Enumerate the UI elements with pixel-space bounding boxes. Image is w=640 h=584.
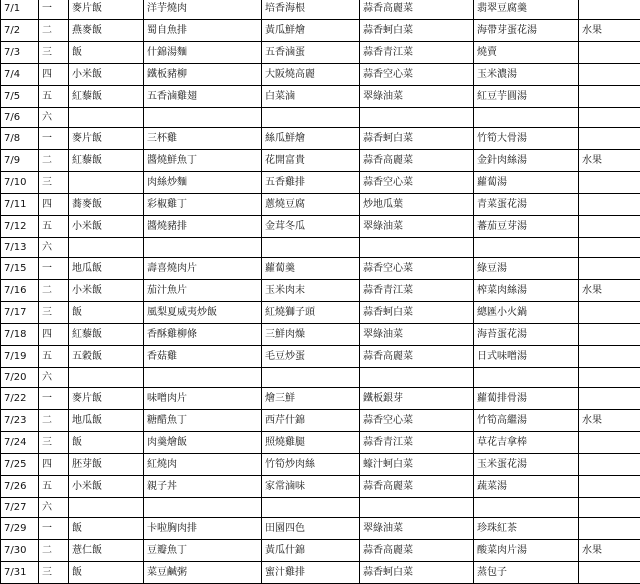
fruit-cell: [579, 302, 640, 324]
date-cell: 7/20: [1, 368, 39, 388]
menu-row: [1, 476, 640, 498]
weekday-cell: 一: [39, 128, 69, 150]
weekday-cell: 四: [39, 454, 69, 476]
main-dish-cell: 鐵板豬柳: [144, 64, 262, 86]
vegetable-cell: 蒜香蚵白菜: [360, 20, 474, 42]
fruit-cell: [579, 368, 640, 388]
menu-row: [1, 562, 640, 584]
fruit-cell: [579, 128, 640, 150]
side-dish-cell: 燴三鮮: [262, 388, 360, 410]
staple-cell: 麥片飯: [69, 0, 144, 20]
menu-row: [1, 324, 640, 346]
date-cell: 7/1: [1, 0, 39, 20]
date-cell: 7/8: [1, 128, 39, 150]
date-cell: 7/10: [1, 172, 39, 194]
vegetable-cell: [360, 368, 474, 388]
weekday-cell: 一: [39, 258, 69, 280]
main-dish-cell: 什錦湯麵: [144, 42, 262, 64]
vegetable-cell: 蒜香蚵白菜: [360, 128, 474, 150]
soup-cell: 草花吉拿棒: [474, 432, 579, 454]
soup-cell: [474, 108, 579, 128]
main-dish-cell: 肉絲炒麵: [144, 172, 262, 194]
date-cell: 7/26: [1, 476, 39, 498]
soup-cell: 榨菜肉絲湯: [474, 280, 579, 302]
fruit-cell: [579, 172, 640, 194]
weekday-cell: 二: [39, 540, 69, 562]
side-dish-cell: 五香雞排: [262, 172, 360, 194]
menu-row: [1, 20, 640, 42]
weekday-cell: 四: [39, 64, 69, 86]
weekday-cell: 六: [39, 368, 69, 388]
date-cell: 7/31: [1, 562, 39, 584]
side-dish-cell: 培香海根: [262, 0, 360, 20]
menu-row: [1, 432, 640, 454]
fruit-cell: 水果: [579, 150, 640, 172]
main-dish-cell: 五香滷雞翅: [144, 86, 262, 108]
weekday-cell: 二: [39, 410, 69, 432]
weekday-cell: 一: [39, 518, 69, 540]
fruit-cell: [579, 64, 640, 86]
weekday-cell: 三: [39, 302, 69, 324]
date-cell: 7/25: [1, 454, 39, 476]
side-dish-cell: 田園四色: [262, 518, 360, 540]
staple-cell: 燕麥飯: [69, 20, 144, 42]
fruit-cell: 水果: [579, 410, 640, 432]
date-cell: 7/23: [1, 410, 39, 432]
date-cell: 7/11: [1, 194, 39, 216]
staple-cell: 小米飯: [69, 280, 144, 302]
menu-row: [1, 0, 640, 20]
vegetable-cell: [360, 238, 474, 258]
soup-cell: [474, 498, 579, 518]
staple-cell: 五穀飯: [69, 346, 144, 368]
vegetable-cell: 蒜香青江菜: [360, 280, 474, 302]
weekday-cell: 五: [39, 86, 69, 108]
main-dish-cell: [144, 368, 262, 388]
main-dish-cell: 肉羹燴飯: [144, 432, 262, 454]
staple-cell: [69, 368, 144, 388]
weekday-cell: 二: [39, 280, 69, 302]
side-dish-cell: 大阪燒高麗: [262, 64, 360, 86]
menu-row: [1, 64, 640, 86]
fruit-cell: [579, 194, 640, 216]
date-cell: 7/27: [1, 498, 39, 518]
soup-cell: 翡翠豆腐羹: [474, 0, 579, 20]
soup-cell: [474, 368, 579, 388]
side-dish-cell: 五香滷蛋: [262, 42, 360, 64]
soup-cell: 蘿蔔湯: [474, 172, 579, 194]
staple-cell: 紅藜飯: [69, 150, 144, 172]
side-dish-cell: 蜜汁雞排: [262, 562, 360, 584]
soup-cell: 燒賣: [474, 42, 579, 64]
soup-cell: 紅豆芋圓湯: [474, 86, 579, 108]
date-cell: 7/16: [1, 280, 39, 302]
staple-cell: 紅藜飯: [69, 86, 144, 108]
soup-cell: 蕃茄豆芽湯: [474, 216, 579, 238]
main-dish-cell: 彩椒雞丁: [144, 194, 262, 216]
vegetable-cell: 蒜香空心菜: [360, 64, 474, 86]
date-cell: 7/22: [1, 388, 39, 410]
vegetable-cell: 蒜香蚵白菜: [360, 562, 474, 584]
menu-row: [1, 128, 640, 150]
date-cell: 7/13: [1, 238, 39, 258]
menu-row: [1, 498, 640, 518]
vegetable-cell: 蒜香高麗菜: [360, 0, 474, 20]
soup-cell: 蔬菜湯: [474, 476, 579, 498]
vegetable-cell: [360, 498, 474, 518]
menu-row: [1, 388, 640, 410]
fruit-cell: [579, 454, 640, 476]
soup-cell: 竹筍高繼湯: [474, 410, 579, 432]
side-dish-cell: 毛豆炒蛋: [262, 346, 360, 368]
fruit-cell: [579, 498, 640, 518]
staple-cell: 地瓜飯: [69, 410, 144, 432]
main-dish-cell: 菜豆鹹粥: [144, 562, 262, 584]
main-dish-cell: 卡啦胸肉排: [144, 518, 262, 540]
date-cell: 7/18: [1, 324, 39, 346]
date-cell: 7/29: [1, 518, 39, 540]
menu-row: [1, 280, 640, 302]
weekday-cell: 五: [39, 476, 69, 498]
staple-cell: 蕎麥飯: [69, 194, 144, 216]
vegetable-cell: 翠綠油菜: [360, 86, 474, 108]
fruit-cell: [579, 476, 640, 498]
side-dish-cell: [262, 108, 360, 128]
vegetable-cell: [360, 108, 474, 128]
main-dish-cell: 紅燒肉: [144, 454, 262, 476]
fruit-cell: [579, 258, 640, 280]
vegetable-cell: 蒜香高麗菜: [360, 476, 474, 498]
main-dish-cell: 醬燒豬排: [144, 216, 262, 238]
side-dish-cell: 黃瓜鮮燴: [262, 20, 360, 42]
main-dish-cell: 香酥雞柳條: [144, 324, 262, 346]
vegetable-cell: 蒜香空心菜: [360, 410, 474, 432]
menu-row: [1, 368, 640, 388]
staple-cell: [69, 238, 144, 258]
weekday-cell: 四: [39, 324, 69, 346]
side-dish-cell: 竹筍炒肉絲: [262, 454, 360, 476]
weekday-cell: 一: [39, 0, 69, 20]
main-dish-cell: 香菇雞: [144, 346, 262, 368]
menu-row: [1, 302, 640, 324]
fruit-cell: [579, 562, 640, 584]
date-cell: 7/3: [1, 42, 39, 64]
fruit-cell: [579, 216, 640, 238]
soup-cell: 金針肉絲湯: [474, 150, 579, 172]
main-dish-cell: 壽喜燒肉片: [144, 258, 262, 280]
weekday-cell: 二: [39, 150, 69, 172]
main-dish-cell: 三杯雞: [144, 128, 262, 150]
vegetable-cell: 炒地瓜葉: [360, 194, 474, 216]
vegetable-cell: 翠綠油菜: [360, 216, 474, 238]
soup-cell: 蒸包子: [474, 562, 579, 584]
soup-cell: 玉米蛋花湯: [474, 454, 579, 476]
side-dish-cell: 蔥燒豆腐: [262, 194, 360, 216]
side-dish-cell: 西芹什錦: [262, 410, 360, 432]
vegetable-cell: 翠綠油菜: [360, 518, 474, 540]
fruit-cell: [579, 388, 640, 410]
side-dish-cell: 蘿蔔羹: [262, 258, 360, 280]
soup-cell: 蘿蔔排骨湯: [474, 388, 579, 410]
vegetable-cell: 蒜香高麗菜: [360, 346, 474, 368]
staple-cell: 飯: [69, 42, 144, 64]
weekday-cell: 四: [39, 194, 69, 216]
menu-row: [1, 540, 640, 562]
fruit-cell: [579, 86, 640, 108]
weekday-cell: 一: [39, 388, 69, 410]
staple-cell: [69, 172, 144, 194]
menu-row: [1, 346, 640, 368]
weekday-cell: 五: [39, 346, 69, 368]
fruit-cell: 水果: [579, 540, 640, 562]
soup-cell: 綠豆湯: [474, 258, 579, 280]
fruit-cell: 水果: [579, 20, 640, 42]
staple-cell: 小米飯: [69, 216, 144, 238]
date-cell: 7/2: [1, 20, 39, 42]
menu-row: [1, 238, 640, 258]
weekday-cell: 三: [39, 562, 69, 584]
fruit-cell: [579, 0, 640, 20]
fruit-cell: [579, 108, 640, 128]
main-dish-cell: 味噌肉片: [144, 388, 262, 410]
date-cell: 7/6: [1, 108, 39, 128]
vegetable-cell: 鐵板銀芽: [360, 388, 474, 410]
menu-row: [1, 194, 640, 216]
side-dish-cell: 黃瓜什錦: [262, 540, 360, 562]
weekday-cell: 三: [39, 172, 69, 194]
staple-cell: 飯: [69, 518, 144, 540]
date-cell: 7/12: [1, 216, 39, 238]
fruit-cell: [579, 238, 640, 258]
weekday-cell: 二: [39, 20, 69, 42]
vegetable-cell: 蒜香蚵白菜: [360, 302, 474, 324]
soup-cell: 海帶芽蛋花湯: [474, 20, 579, 42]
menu-row: [1, 216, 640, 238]
date-cell: 7/17: [1, 302, 39, 324]
side-dish-cell: 照燒雞腿: [262, 432, 360, 454]
staple-cell: [69, 498, 144, 518]
staple-cell: 小米飯: [69, 64, 144, 86]
staple-cell: 紅藜飯: [69, 324, 144, 346]
date-cell: 7/30: [1, 540, 39, 562]
soup-cell: 海苔蛋花湯: [474, 324, 579, 346]
fruit-cell: [579, 324, 640, 346]
soup-cell: 竹筍大骨湯: [474, 128, 579, 150]
side-dish-cell: 玉米肉末: [262, 280, 360, 302]
side-dish-cell: 紅燒獅子頭: [262, 302, 360, 324]
side-dish-cell: [262, 368, 360, 388]
soup-cell: [474, 238, 579, 258]
main-dish-cell: 糖醋魚丁: [144, 410, 262, 432]
menu-row: [1, 150, 640, 172]
date-cell: 7/5: [1, 86, 39, 108]
staple-cell: 麥片飯: [69, 388, 144, 410]
fruit-cell: [579, 432, 640, 454]
soup-cell: 日式味噌湯: [474, 346, 579, 368]
main-dish-cell: [144, 238, 262, 258]
side-dish-cell: 三鮮肉燥: [262, 324, 360, 346]
main-dish-cell: 親子丼: [144, 476, 262, 498]
staple-cell: 地瓜飯: [69, 258, 144, 280]
date-cell: 7/9: [1, 150, 39, 172]
weekday-cell: 六: [39, 498, 69, 518]
vegetable-cell: 翠綠油菜: [360, 324, 474, 346]
date-cell: 7/15: [1, 258, 39, 280]
main-dish-cell: 風梨夏威夷炒飯: [144, 302, 262, 324]
weekday-cell: 三: [39, 42, 69, 64]
staple-cell: [69, 108, 144, 128]
side-dish-cell: 金茸冬瓜: [262, 216, 360, 238]
vegetable-cell: 蒜香高麗菜: [360, 540, 474, 562]
date-cell: 7/4: [1, 64, 39, 86]
vegetable-cell: 蠔汁蚵白菜: [360, 454, 474, 476]
vegetable-cell: 蒜香空心菜: [360, 258, 474, 280]
side-dish-cell: 花開富貴: [262, 150, 360, 172]
main-dish-cell: [144, 498, 262, 518]
staple-cell: 飯: [69, 562, 144, 584]
staple-cell: 薏仁飯: [69, 540, 144, 562]
main-dish-cell: [144, 108, 262, 128]
fruit-cell: [579, 518, 640, 540]
menu-row: [1, 454, 640, 476]
vegetable-cell: 蒜香高麗菜: [360, 150, 474, 172]
main-dish-cell: 醬燒鮮魚丁: [144, 150, 262, 172]
vegetable-cell: 蒜香空心菜: [360, 172, 474, 194]
staple-cell: 胚芽飯: [69, 454, 144, 476]
menu-row: [1, 258, 640, 280]
main-dish-cell: 豆瓣魚丁: [144, 540, 262, 562]
weekday-cell: 六: [39, 238, 69, 258]
vegetable-cell: 蒜香青江菜: [360, 42, 474, 64]
staple-cell: 小米飯: [69, 476, 144, 498]
soup-cell: 酸菜肉片湯: [474, 540, 579, 562]
date-cell: 7/19: [1, 346, 39, 368]
side-dish-cell: [262, 238, 360, 258]
staple-cell: 麥片飯: [69, 128, 144, 150]
menu-row: [1, 410, 640, 432]
menu-row: [1, 518, 640, 540]
side-dish-cell: 絲瓜鮮燴: [262, 128, 360, 150]
date-cell: 7/24: [1, 432, 39, 454]
soup-cell: 珍珠紅茶: [474, 518, 579, 540]
menu-row: [1, 42, 640, 64]
main-dish-cell: 洋芋燒肉: [144, 0, 262, 20]
menu-row: [1, 172, 640, 194]
soup-cell: 玉米濃湯: [474, 64, 579, 86]
soup-cell: 青菜蛋花湯: [474, 194, 579, 216]
menu-row: [1, 86, 640, 108]
vegetable-cell: 蒜香青江菜: [360, 432, 474, 454]
menu-row: [1, 108, 640, 128]
side-dish-cell: [262, 498, 360, 518]
fruit-cell: [579, 346, 640, 368]
weekday-cell: 五: [39, 216, 69, 238]
weekday-cell: 三: [39, 432, 69, 454]
side-dish-cell: 白菜滷: [262, 86, 360, 108]
main-dish-cell: 蜀自魚排: [144, 20, 262, 42]
menu-rows: [1, 0, 640, 584]
side-dish-cell: 家常滷味: [262, 476, 360, 498]
fruit-cell: [579, 42, 640, 64]
weekday-cell: 六: [39, 108, 69, 128]
soup-cell: 總匯小火鍋: [474, 302, 579, 324]
staple-cell: 飯: [69, 302, 144, 324]
main-dish-cell: 茄汁魚片: [144, 280, 262, 302]
staple-cell: 飯: [69, 432, 144, 454]
fruit-cell: 水果: [579, 280, 640, 302]
